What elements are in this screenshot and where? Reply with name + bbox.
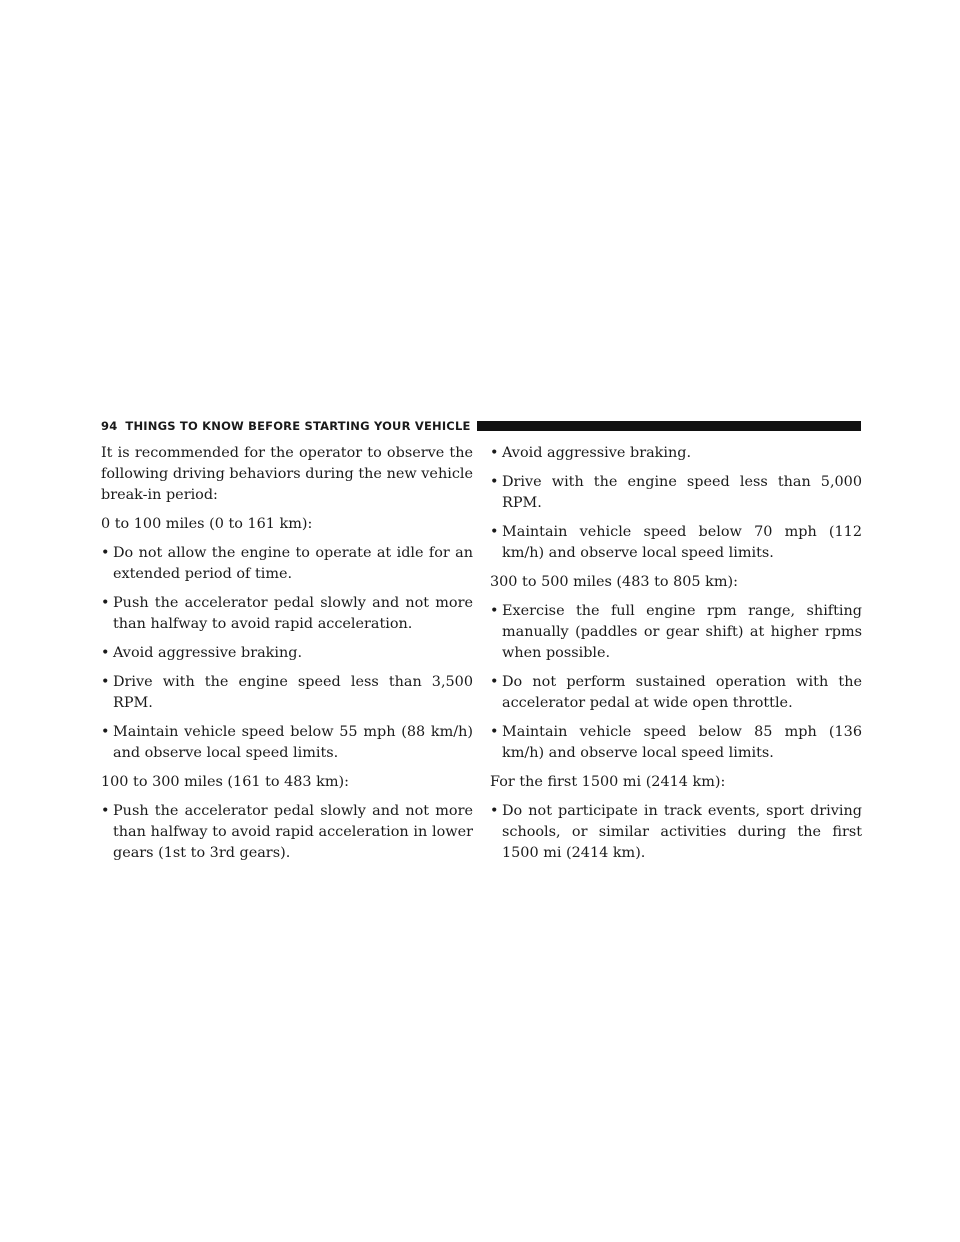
section-title: THINGS TO KNOW BEFORE STARTING YOUR VEHICLE xyxy=(125,419,471,433)
section-heading-0-100: 0 to 100 miles (0 to 161 km): xyxy=(101,516,313,532)
bullet-glyph: • xyxy=(490,603,499,619)
bullet-glyph: • xyxy=(101,645,110,661)
page-header xyxy=(101,418,861,434)
list-item: • Avoid aggressive braking. xyxy=(101,643,473,664)
list-item: • Avoid aggressive braking. xyxy=(490,443,862,464)
bullet-glyph: • xyxy=(101,724,110,740)
bullet-list-100-300-continued xyxy=(490,443,862,564)
bullet-glyph: • xyxy=(101,803,110,819)
intro-paragraph: It is recommended for the operator to observe the following driving behaviors during the new vehicle break-in period: xyxy=(101,445,473,503)
bullet-glyph: • xyxy=(101,674,110,690)
header-rule xyxy=(477,421,861,431)
bullet-list-first-1500 xyxy=(490,801,862,864)
bullet-list-100-300 xyxy=(101,801,473,864)
bullet-glyph: • xyxy=(101,545,110,561)
list-item: • Maintain vehicle speed below 85 mph (136 km/h) and observe local speed limits. xyxy=(490,724,862,761)
bullet-glyph: • xyxy=(490,474,499,490)
bullet-list-0-100 xyxy=(101,543,473,764)
bullet-glyph: • xyxy=(490,674,499,690)
section-heading-300-500: 300 to 500 miles (483 to 805 km): xyxy=(490,574,738,590)
bullet-glyph: • xyxy=(101,595,110,611)
list-item: • Maintain vehicle speed below 55 mph (88 km/h) and observe local speed limits. xyxy=(101,724,473,761)
list-item: • Maintain vehicle speed below 70 mph (112 km/h) and observe local speed limits. xyxy=(490,524,862,561)
list-item: • Do not perform sustained operation with the accelerator pedal at wide open throttle. xyxy=(490,674,862,711)
section-heading-100-300: 100 to 300 miles (161 to 483 km): xyxy=(101,774,349,790)
bullet-list-300-500 xyxy=(490,601,862,764)
list-item: • Exercise the full engine rpm range, shifting manually (paddles or gear shift) at higher rpms when possible. xyxy=(490,603,862,661)
list-item: • Push the accelerator pedal slowly and not more than halfway to avoid rapid acceleration in lower gears (1st to 3rd gears). xyxy=(101,803,473,861)
bullet-glyph: • xyxy=(490,524,499,540)
section-heading-first-1500: For the first 1500 mi (2414 km): xyxy=(490,774,726,790)
list-item: • Do not participate in track events, sport driving schools, or similar activities during the first 1500 mi (2414 km). xyxy=(490,803,862,861)
right-column xyxy=(490,443,862,872)
list-item: • Drive with the engine speed less than 3,500 RPM. xyxy=(101,674,473,711)
bullet-glyph: • xyxy=(490,803,499,819)
list-item: • Push the accelerator pedal slowly and not more than halfway to avoid rapid acceleration. xyxy=(101,595,473,632)
list-item: • Drive with the engine speed less than 5,000 RPM. xyxy=(490,474,862,511)
page-number: 94 xyxy=(101,419,118,433)
left-column xyxy=(101,443,473,872)
list-item: • Do not allow the engine to operate at idle for an extended period of time. xyxy=(101,545,473,582)
bullet-glyph: • xyxy=(490,724,499,740)
bullet-glyph: • xyxy=(490,445,499,461)
